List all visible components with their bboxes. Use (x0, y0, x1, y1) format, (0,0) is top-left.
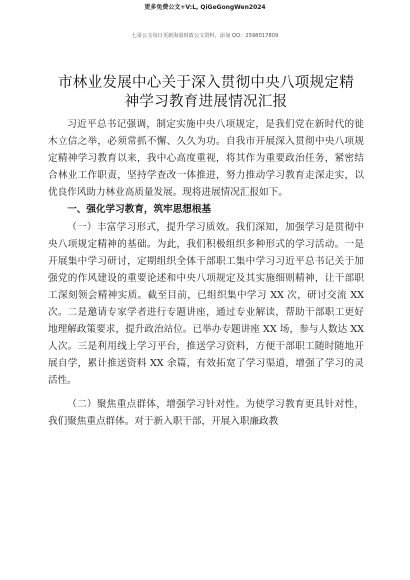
document-title: 市林业发展中心关于深入贯彻中央八项规定精神学习教育进展情况汇报 (58, 75, 354, 110)
top-banner: 更多免费公文+V:L, QiGeGongWen2024 (144, 4, 266, 11)
document-body (48, 116, 364, 430)
sub-banner: 七哥公文每日更新海量时政公文资料，添加 QQ：2598017809 (131, 33, 279, 39)
section-heading-1: 一、强化学习教育，筑牢思想根基 (67, 204, 212, 216)
paragraph-1-1: （一）丰富学习形式，提升学习质效。我们深知，加强学习是贯彻中央八项规定精神的基础。为此，我们积极组织多种形式的学习活动。一是开展集中学习研讨，定期组织全体干部职工集中学习习近平总书记关于加强党的作风建设的重要论述和中央八项规定及其实施细则精神，让干部职工深刻领会精神实质。截至目前，已组织集中学习 XX 次，研讨交流 XX 次。二是邀请专家学者进行专题讲座，通过专业解读，帮助干部职工更好地理解政策要求，提升政治站位。已举办专题讲座 XX 场，参与人数达 XX 人次。三是利用线上学习平台，推送学习资料，方便干部职工随时随地开展自学，累计推送资料 XX 余篇，有效拓宽了学习渠道，增强了学习的灵活性。 (48, 221, 364, 387)
paragraph-1-2: （二）聚焦重点群体，增强学习针对性。为使学习教育更具针对性，我们聚焦重点群体。对于新入职干部，开展入职廉政教 (48, 398, 364, 427)
paragraph-intro: 习近平总书记强调，制定实施中央八项规定，是我们党在新时代的徙木立信之举，必须常抓不懈、久久为功。自我市开展深入贯彻中央八项规定精神学习教育以来，我中心高度重视，将其作为重要政治任务，紧密结合林业工作职责，坚持学查改一体推进，努力推动学习教育走深走实，以优良作风助力林业高质量发展。现将进展情况汇报如下。 (48, 119, 364, 199)
